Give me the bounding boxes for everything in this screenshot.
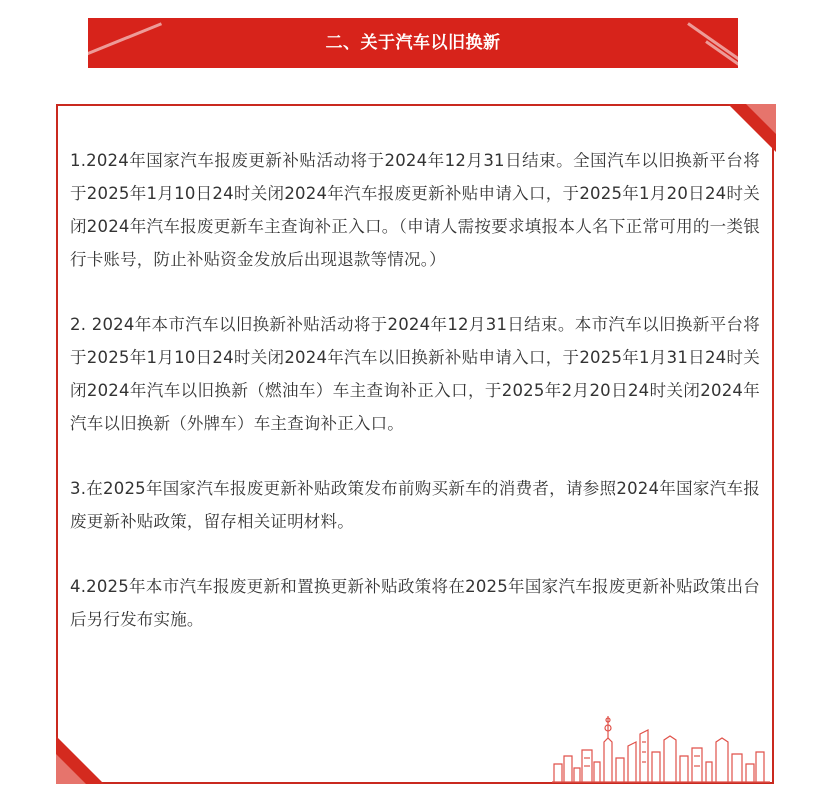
section-banner [88,18,738,68]
paragraph-3: 3.在2025年国家汽车报废更新补贴政策发布前购买新车的消费者，请参照2024年国家汽车报废更新补贴政策，留存相关证明材料。 [70,479,760,531]
section-title: 二、关于汽车以旧换新 [325,33,501,53]
paragraph-2: 2. 2024年本市汽车以旧换新补贴活动将于2024年12月31日结束。本市汽车以旧换新平台将于2025年1月10日24时关闭2024年汽车以旧换新补贴申请入口，于2025年1月31日24时关闭2024年汽车以旧换新（燃油车）车主查询补正入口，于2025年2月20日24时关闭2024年汽车以旧换新（外牌车）车主查询补正入口。 [70,315,760,433]
city-skyline-icon [552,712,772,784]
corner-decoration-top-right-light [746,104,776,134]
paragraph-4: 4.2025年本市汽车报废更新和置换更新补贴政策将在2025年国家汽车报废更新补贴政策出台后另行发布实施。 [70,577,760,629]
paragraph-1: 1.2024年国家汽车报废更新补贴活动将于2024年12月31日结束。全国汽车以旧换新平台将于2025年1月10日24时关闭2024年汽车报废更新补贴申请入口，于2025年1月20日24时关闭2024年汽车报废更新车主查询补正入口。（申请人需按要求填报本人名下正常可用的一类银行卡账号，防止补贴资金发放后出现退款等情况。） [70,151,760,269]
corner-decoration-bottom-left-light [56,754,86,784]
article-body [70,144,760,668]
